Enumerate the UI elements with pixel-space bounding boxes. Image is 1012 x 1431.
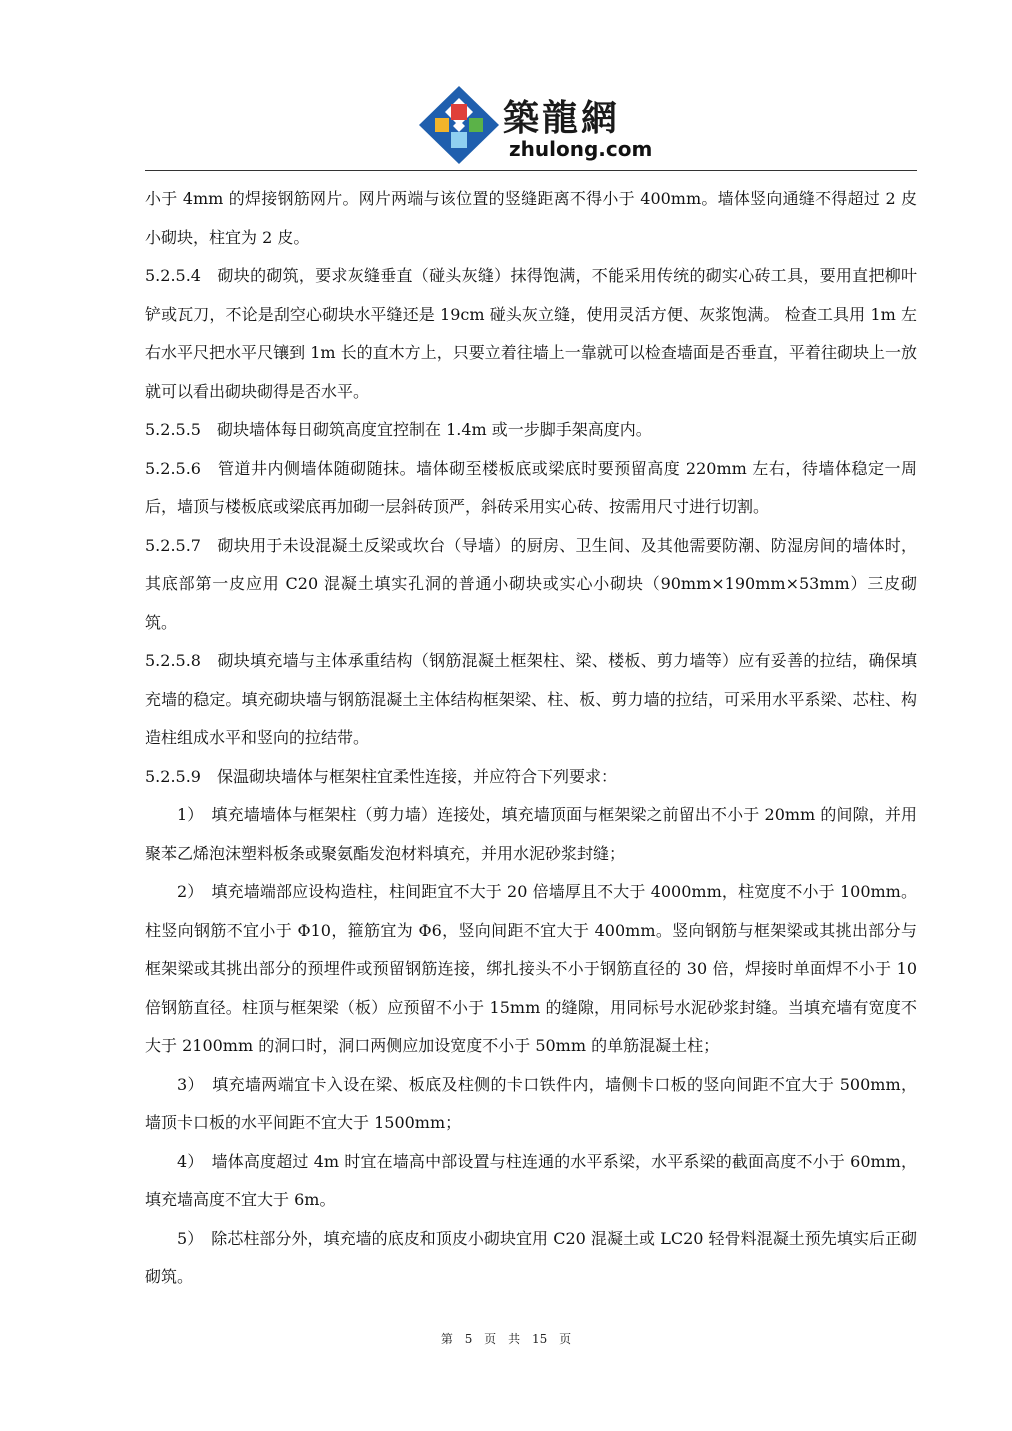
section-5-2-5-6: 5.2.5.6 管道井内侧墙体随砌随抹。墙体砌至楼板底或梁底时要预留高度 220mm 左右，待墙体稳定一周后，墙顶与楼板底或梁底再加砌一层斜砖顶严，斜砖采用实心砖、按需用尺寸进行切割。	[145, 458, 917, 516]
section-5-2-5-9: 5.2.5.9 保温砌块墙体与框架柱宜柔性连接，并应符合下列要求：	[145, 766, 617, 786]
page-number: 第 5 页 共 15 页	[440, 1332, 572, 1346]
paragraph-continuation: 小于 4mm 的焊接钢筋网片。网片两端与该位置的竖缝距离不得小于 400mm。墙体竖向通缝不得超过 2 皮小砌块，柱宜为 2 皮。	[145, 189, 917, 247]
logo-chinese-text: 築龍網	[503, 98, 621, 139]
list-item-1: 1） 填充墙墙体与框架柱（剪力墙）连接处，填充墙顶面与框架梁之前留出不小于 20mm 的间隙，并用聚苯乙烯泡沫塑料板条或聚氨酯发泡材料填充，并用水泥砂浆封缝；	[145, 805, 917, 863]
section-5-2-5-4: 5.2.5.4 砌块的砌筑，要求灰缝垂直（碰头灰缝）抹得饱满，不能采用传统的砌实心砖工具，要用直把柳叶铲或瓦刀，不论是刮空心砌块水平缝还是 19cm 碰头灰立缝，使用灵活方便、灰浆饱满。 检查工具用 1m 左右水平尺把水平尺镶到 1m 长的直木方上，只要立着往墙上一靠就可以检查墙面是否垂直，平着往砌块上一放就可以看出砌块砌得是否水平。	[145, 266, 917, 401]
section-5-2-5-7: 5.2.5.7 砌块用于未设混凝土反梁或坎台（导墙）的厨房、卫生间、及其他需要防潮、防湿房间的墙体时，其底部第一皮应用 C20 混凝土填实孔洞的普通小砌块或实心小砌块（90mm×190mm×53mm）三皮砌筑。	[145, 535, 917, 632]
section-5-2-5-5: 5.2.5.5 砌块墙体每日砌筑高度宜控制在 1.4m 或一步脚手架高度内。	[145, 420, 652, 439]
section-5-2-5-8: 5.2.5.8 砌块填充墙与主体承重结构（钢筋混凝土框架柱、梁、楼板、剪力墙等）应有妥善的拉结，确保填充墙的稳定。填充砌块墙与钢筋混凝土主体结构框架梁、柱、板、剪力墙的拉结，可采用水平系梁、芯柱、构造柱组成水平和竖向的拉结带。	[145, 651, 917, 747]
list-item-5: 5） 除芯柱部分外，填充墙的底皮和顶皮小砌块宜用 C20 混凝土或 LC20 轻骨料混凝土预先填实后正砌砌筑。	[145, 1228, 917, 1286]
zhulong-logo	[417, 84, 653, 166]
logo-domain-text: zhulong.com	[509, 137, 653, 161]
list-item-3: 3） 填充墙两端宜卡入设在梁、板底及柱侧的卡口铁件内，墙侧卡口板的竖向间距不宜大于 500mm，墙顶卡口板的水平间距不宜大于 1500mm；	[145, 1074, 917, 1132]
document-body	[145, 180, 917, 1297]
list-item-2: 2） 填充墙端部应设构造柱，柱间距宜不大于 20 倍墙厚且不大于 4000mm，柱宽度不小于 100mm。柱竖向钢筋不宜小于 Φ10，箍筋宜为 Φ6，竖向间距不宜大于 400mm。竖向钢筋与框架梁或其挑出部分与框架梁或其挑出部分的预埋件或预留钢筋连接，绑扎接头不小于钢筋直径的 30 倍，焊接时单面焊不小于 10 倍钢筋直径。柱顶与框架梁（板）应预留不小于 15mm 的缝隙，用同标号水泥砂浆封缝。当填充墙有宽度不大于 2100mm 的洞口时，洞口两侧应加设宽度不小于 50mm 的单筋混凝土柱；	[145, 882, 917, 1055]
logo-diamond-icon	[417, 84, 501, 166]
page-header	[0, 0, 1012, 172]
header-divider	[145, 170, 917, 171]
list-item-4: 4） 墙体高度超过 4m 时宜在墙高中部设置与柱连通的水平系梁，水平系梁的截面高度不小于 60mm，填充墙高度不宜大于 6m。	[145, 1151, 917, 1209]
